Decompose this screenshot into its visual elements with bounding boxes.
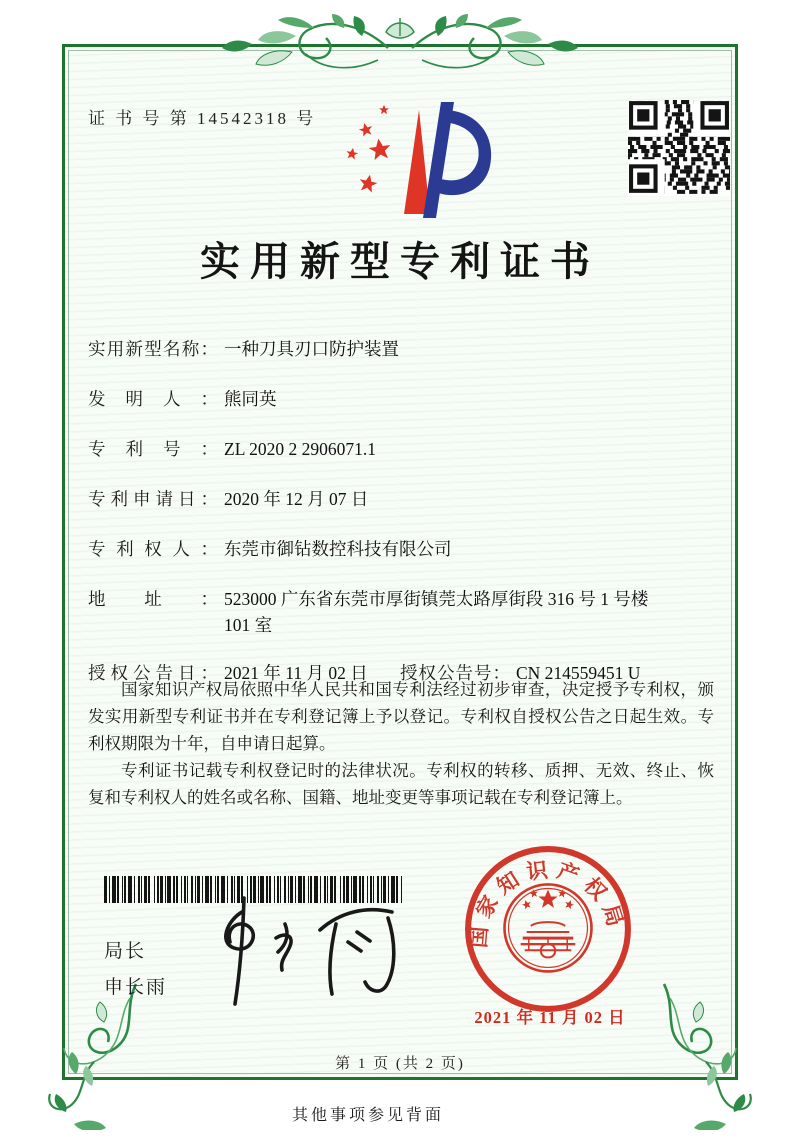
- director-signature-icon: [190, 890, 425, 1018]
- qr-code-icon: [628, 100, 730, 196]
- field-label: 实用新型名称：: [88, 339, 218, 359]
- field-value: CN 214559451 U: [516, 663, 641, 683]
- field-value: 2021 年 11 月 02 日: [224, 663, 368, 683]
- field-label: 专利申请日：: [88, 489, 218, 509]
- field-address: [88, 586, 654, 638]
- seal-date: 2021 年 11 月 02 日: [474, 1008, 626, 1027]
- field-inventor: [88, 386, 654, 412]
- page-number: 第 1 页 (共 2 页): [335, 1056, 465, 1072]
- field-label: 授权公告号：: [400, 663, 510, 683]
- field-value: 东莞市御钻数控科技有限公司: [224, 539, 452, 559]
- field-value: 一种刀具刃口防护装置: [224, 339, 399, 359]
- field-value: 熊同英: [224, 389, 277, 409]
- legal-text: [88, 676, 714, 811]
- certificate-title: 实用新型专利证书: [200, 239, 600, 284]
- field-value: 523000 广东省东莞市厚街镇莞太路厚街段 316 号 1 号楼 101 室: [224, 589, 649, 635]
- officer-block: [104, 934, 167, 1006]
- field-value: 2020 年 12 月 07 日: [224, 489, 369, 509]
- field-value: ZL 2020 2 2906071.1: [224, 439, 376, 459]
- field-list: [88, 336, 654, 710]
- field-label: 专利权人：: [88, 539, 218, 559]
- officer-name: 申长雨: [104, 977, 168, 998]
- back-side-note: 其他事项参见背面: [291, 1107, 444, 1124]
- field-label: 授权公告日：: [88, 663, 218, 683]
- seal-agency-text: 国家知识产权局: [466, 857, 630, 949]
- legal-paragraph-1: 国家知识产权局依照中华人民共和国专利法经过初步审查，决定授予专利权，颁发实用新型专利证书并在专利登记簿上予以登记。专利权自授权公告之日起生效。专利权期限为十年，自申请日起算。: [88, 680, 714, 753]
- field-filing-date: [88, 486, 654, 512]
- cnipa-patent-logo-icon: [322, 88, 498, 220]
- top-flourish-ornament-icon: [214, 12, 586, 80]
- field-label: 发明人：: [88, 389, 218, 409]
- legal-paragraph-2: 专利证书记载专利权登记时的法律状况。专利权的转移、质押、无效、终止、恢复和专利权人的姓名或名称、国籍、地址变更等事项记载在专利登记簿上。: [88, 761, 714, 807]
- field-patent-number: [88, 436, 654, 462]
- national-emblem-icon: [504, 884, 591, 971]
- field-label: 地址：: [88, 589, 218, 609]
- field-label: 专利号：: [88, 439, 218, 459]
- officer-title: 局长: [104, 941, 147, 962]
- field-patentee: [88, 536, 654, 562]
- field-utility-model-name: [88, 336, 654, 362]
- certificate-number: 证 书 号 第 14542318 号: [88, 109, 317, 128]
- national-ip-office-seal-icon: [462, 843, 634, 1015]
